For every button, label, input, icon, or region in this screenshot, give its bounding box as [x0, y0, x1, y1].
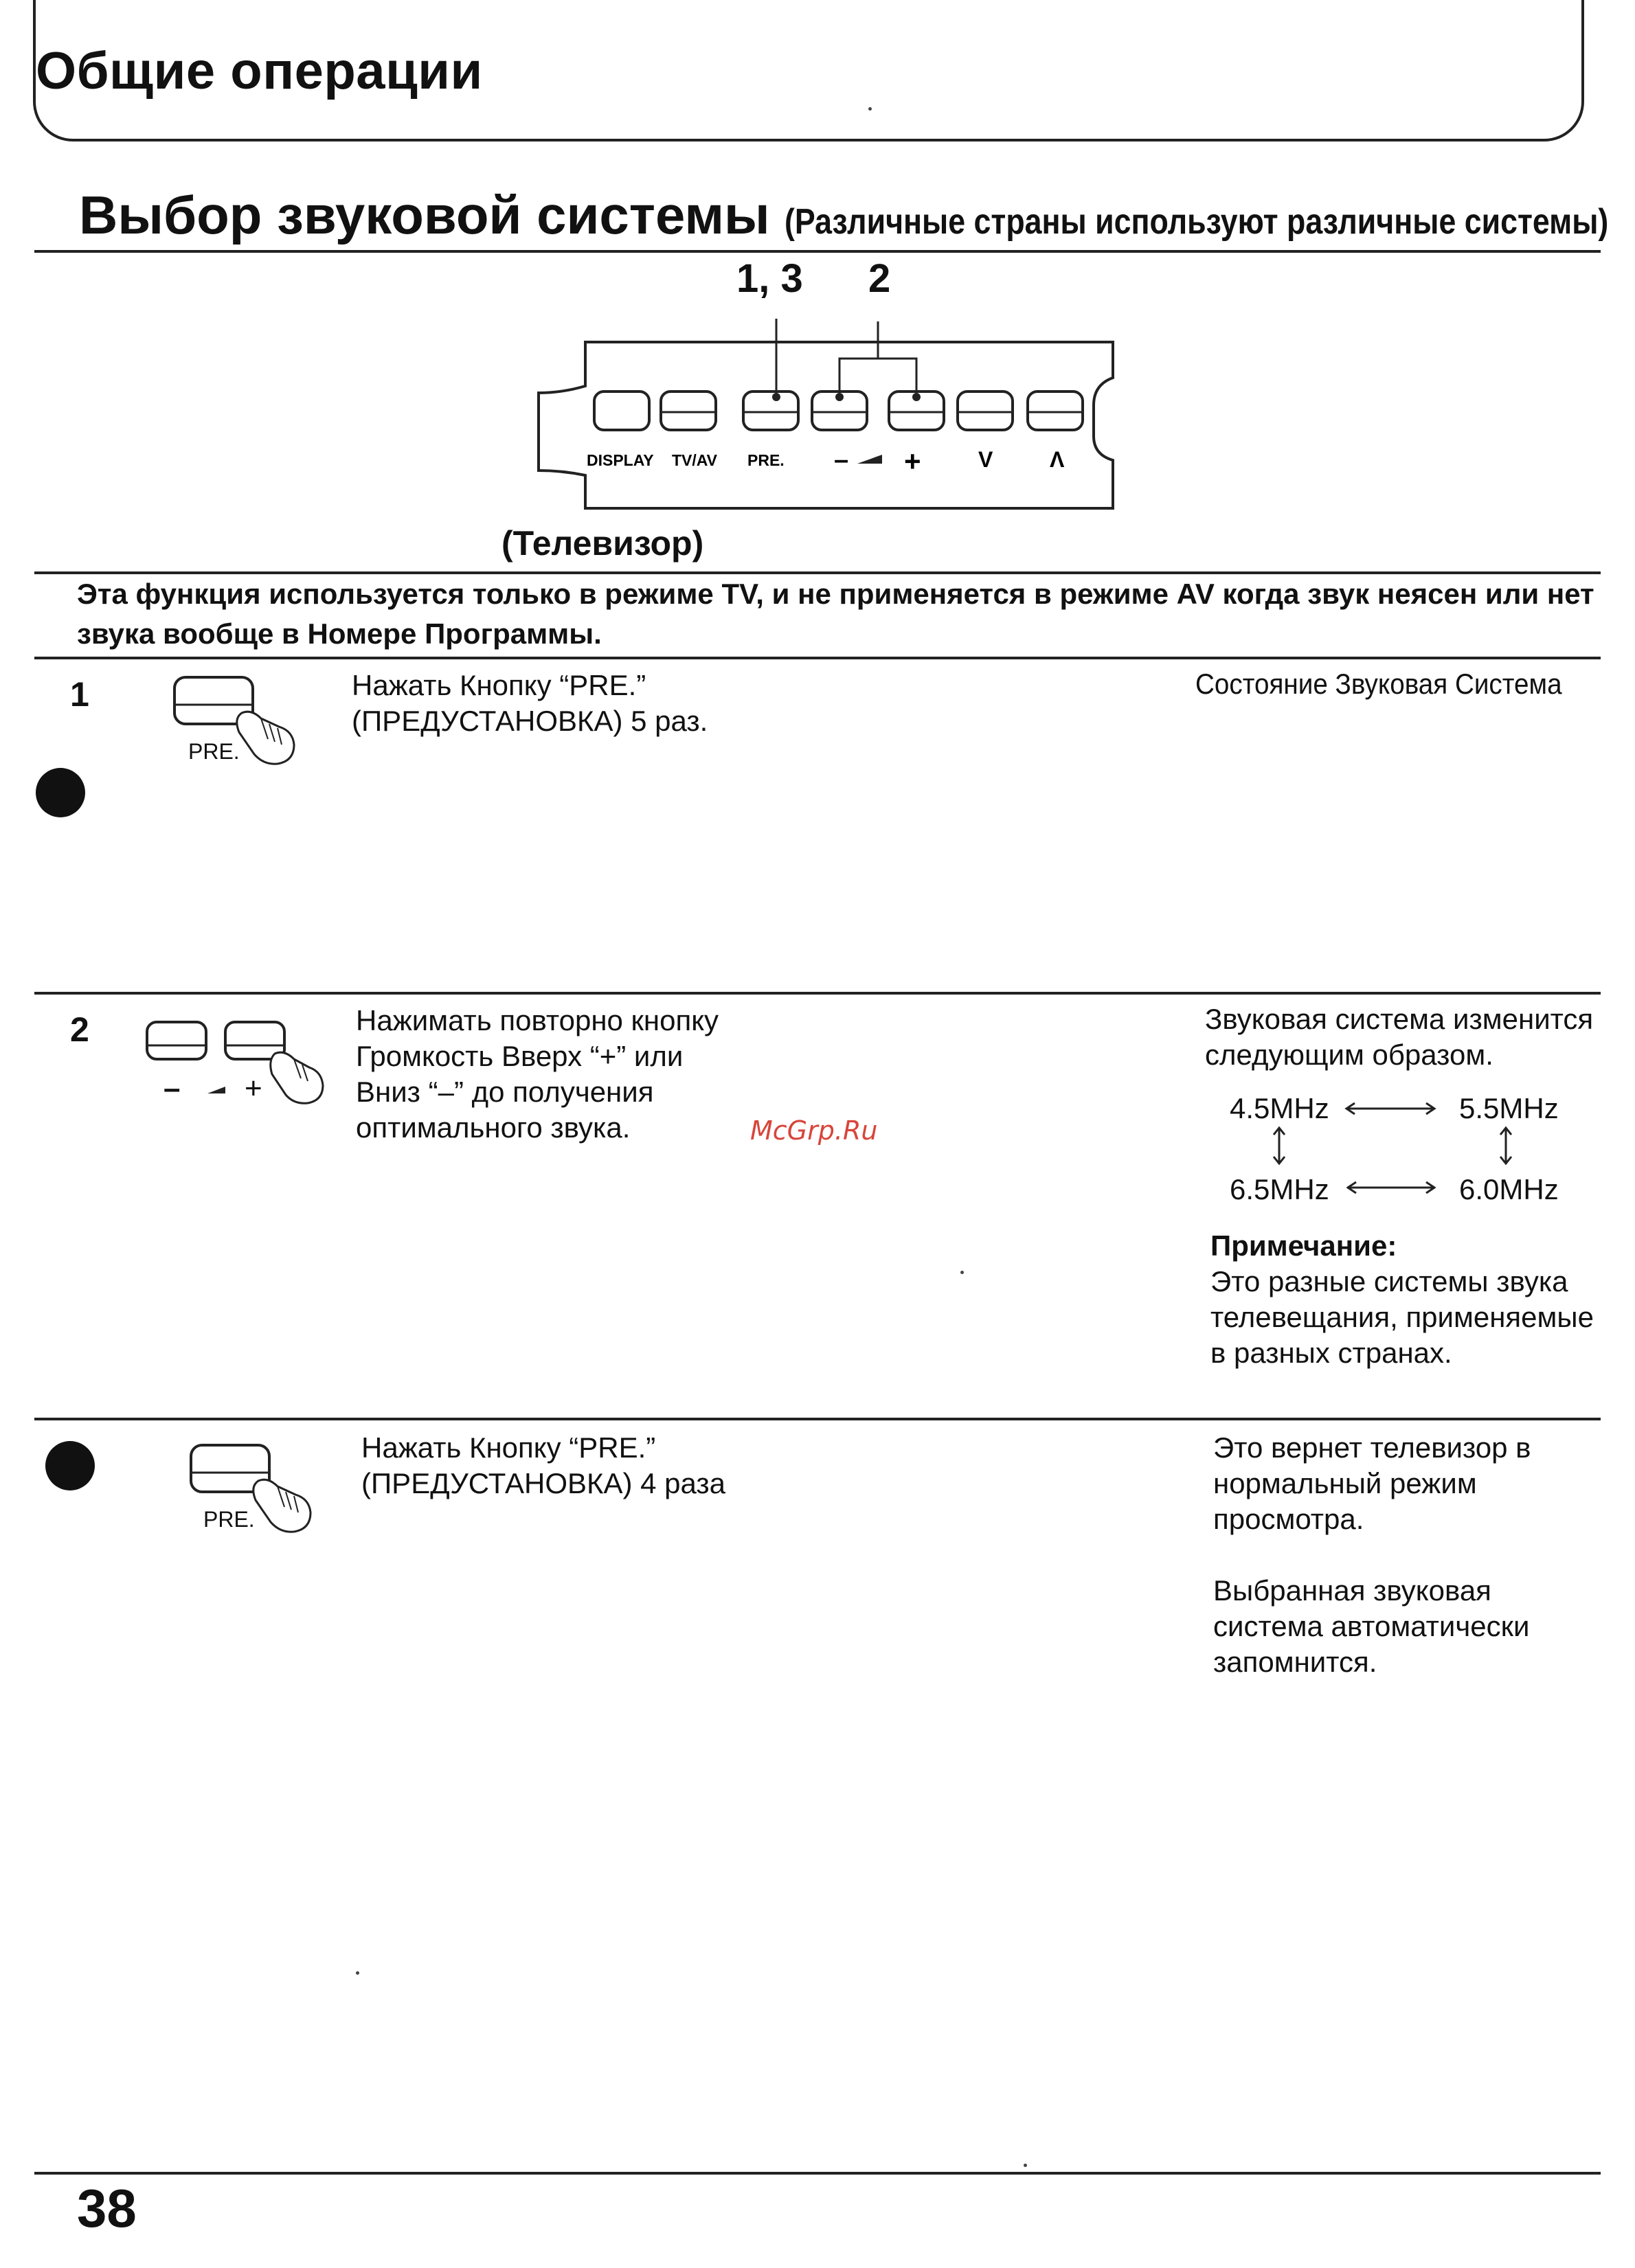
step-2-right-line-1: Звуковая система изменится	[1205, 1003, 1594, 1035]
panel-outline	[539, 342, 1113, 508]
hand-icon-3	[253, 1479, 311, 1532]
step-1-bullet	[36, 768, 85, 817]
step-3-right-line-3: просмотра.	[1213, 1503, 1364, 1535]
scan-speck	[868, 107, 872, 111]
step-2-number: 2	[70, 1010, 89, 1049]
hand-icon	[237, 712, 294, 764]
step-2-right-line-2: следующим образом.	[1205, 1039, 1493, 1071]
step-2-icon-plus: +	[245, 1071, 262, 1105]
callout-2: 2	[868, 256, 891, 301]
step-2-line-1: Нажимать повторно кнопку	[356, 1004, 719, 1036]
step-3-right-line-6: запомнится.	[1213, 1646, 1377, 1678]
step-3-right-line-2: нормальный режим	[1213, 1467, 1477, 1499]
title-rule	[34, 250, 1601, 253]
step-2-line-4: оптимального звука.	[356, 1111, 631, 1144]
step-2-icon-minus: –	[164, 1071, 181, 1105]
freq-6-5: 6.5MHz	[1230, 1173, 1329, 1205]
step-3-bullet	[45, 1441, 95, 1490]
step-3-rule	[34, 1418, 1601, 1420]
step-1-line-2: (ПРЕДУСТАНОВКА) 5 раз.	[352, 705, 708, 737]
volume-wedge-icon-2	[207, 1087, 225, 1093]
step-1-line-1: Нажать Кнопку “PRE.”	[352, 669, 646, 701]
step-2-note	[1210, 1228, 1594, 1371]
label-display: DISPLAY	[587, 451, 654, 469]
label-minus: –	[834, 446, 849, 475]
note-line-3: в разных странах.	[1210, 1337, 1452, 1369]
step-2-line-3: Вниз “–” до получения	[356, 1076, 654, 1108]
step-3-line-1: Нажать Кнопку “PRE.”	[361, 1431, 656, 1464]
tvav-button-diagram	[661, 392, 716, 430]
page-title-main: Выбор звуковой системы	[79, 185, 770, 245]
scan-speck	[356, 1971, 359, 1975]
label-plus: +	[904, 445, 921, 477]
leader-dot-minus	[835, 393, 844, 401]
watermark: McGrp.Ru	[750, 1115, 878, 1146]
page-title-subtitle: (Различные страны используют различные системы)	[785, 202, 1609, 242]
channel-up-button-diagram	[1028, 392, 1083, 430]
step-3-right-line-1: Это вернет телевизор в	[1213, 1431, 1531, 1464]
step-2-text	[356, 1003, 719, 1146]
page-title	[79, 184, 1635, 247]
pre-button-diagram	[743, 392, 798, 430]
freq-4-5: 4.5MHz	[1230, 1092, 1329, 1124]
note-line-1: Это разные системы звука	[1210, 1265, 1568, 1297]
intro-text: Эта функция используется только в режиме TV, и не применяется в режиме AV когда звук неясен или нет звука вообще в Номере Программы.	[77, 578, 1594, 650]
step-3-right-text	[1213, 1430, 1531, 1680]
display-button-diagram	[594, 392, 649, 430]
step-3-icon-label: PRE.	[203, 1507, 255, 1532]
freq-6-0: 6.0MHz	[1459, 1173, 1559, 1205]
scan-speck	[960, 1271, 964, 1274]
scan-speck	[1024, 2164, 1027, 2167]
volume-wedge-icon	[857, 455, 882, 464]
step-1-icon-label: PRE.	[188, 739, 240, 764]
step-3-right-line-5: система автоматически	[1213, 1610, 1530, 1642]
step-2-line-2: Громкость Вверх “+” или	[356, 1040, 684, 1072]
step-3-right-line-4: Выбранная звуковая	[1213, 1574, 1491, 1607]
control-panel-diagram	[529, 302, 1134, 529]
step-2-rule	[34, 992, 1601, 995]
callout-1-3: 1, 3	[736, 256, 803, 301]
label-channel-up: Λ	[1050, 447, 1065, 472]
freq-5-5: 5.5MHz	[1459, 1092, 1559, 1124]
intro-rule-bottom	[34, 657, 1601, 659]
note-line-2: телевещания, применяемые	[1210, 1301, 1594, 1333]
leader-dot-plus	[912, 393, 921, 401]
step-3-line-2: (ПРЕДУСТАНОВКА) 4 раза	[361, 1467, 726, 1499]
note-title: Примечание:	[1210, 1229, 1397, 1262]
arrow-bottom	[1346, 1177, 1436, 1198]
step-1-right-text: Состояние Звуковая Система	[1195, 668, 1562, 700]
channel-down-button-diagram	[958, 392, 1013, 430]
leader-dot-pre	[772, 393, 780, 401]
diagram-caption: (Телевизор)	[501, 524, 704, 563]
section-title: Общие операции	[36, 42, 483, 100]
page-number: 38	[77, 2178, 137, 2238]
footer-rule	[34, 2172, 1601, 2175]
label-channel-down: V	[978, 447, 993, 472]
step-1-text	[352, 668, 708, 739]
step-2-right-text	[1205, 1001, 1593, 1073]
hand-icon-2	[271, 1052, 323, 1103]
label-tvav: TV/AV	[672, 451, 718, 469]
step-3-text	[361, 1430, 725, 1501]
label-pre: PRE.	[747, 451, 785, 469]
frequency-cycle-arrows	[1223, 1092, 1539, 1175]
step-1-number: 1	[70, 675, 89, 714]
